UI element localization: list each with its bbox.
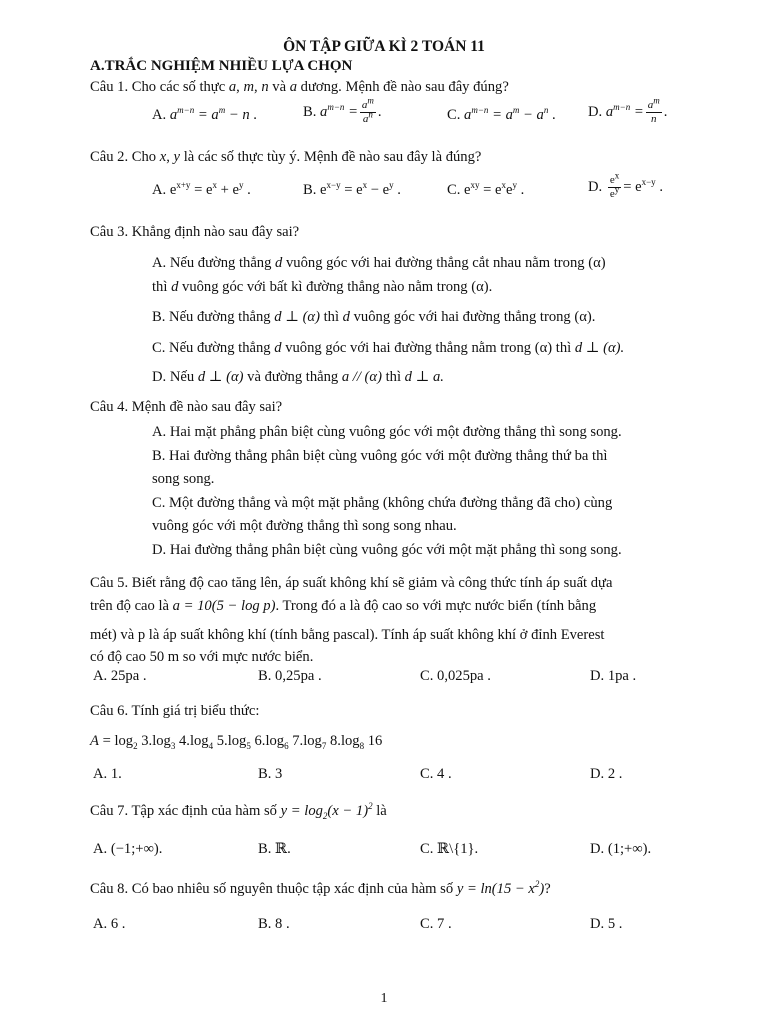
question-7-prompt: Câu 7. Tập xác định của hàm số $y = \log_2(x - 1)^2$ là [90, 801, 387, 821]
question-7-function: $y = \log_2(x - 1)^2$ [280, 801, 373, 821]
question-8-option-b: B. 8 . [258, 916, 290, 932]
question-4-option-b-cont: song song. [152, 471, 215, 487]
question-1-option-d: D. $a^{m-n}$ = $\frac{a^m}{n}$ . [588, 95, 668, 126]
question-7-option-b: B. ℝ. [258, 841, 291, 857]
question-2-prompt: Câu 2. Cho x, y là các số thực tùy ý. Mệnh đề nào sau đây là đúng? [90, 149, 482, 165]
question-1-option-a: A. $a^{m-n} = a^m - n$ . [152, 105, 257, 123]
question-5-line-3: mét) và p là áp suất không khí (tính bằng pascal). Tính áp suất không khí ở đỉnh Everest [90, 627, 605, 643]
question-2-option-c: C. $e^{xy} = e^xe^y$ . [447, 180, 525, 198]
question-3-option-b: B. Nếu đường thẳng d ⊥ (α) thì d vuông góc với hai đường thẳng trong (α). [152, 309, 596, 325]
question-5-option-c: C. 0,025pa . [420, 668, 491, 684]
question-3-option-c: C. Nếu đường thẳng d vuông góc với hai đường thẳng nằm trong (α) thì d ⊥ (α). [152, 340, 625, 356]
question-4-option-b: B. Hai đường thẳng phân biệt cùng vuông góc với một đường thẳng thứ ba thì [152, 448, 608, 464]
question-2-option-a: A. $e^{x+y} = e^x + e^y$ . [152, 180, 251, 198]
question-3-option-d: D. Nếu d ⊥ (α) và đường thẳng a // (α) thì d ⊥ a. [152, 369, 444, 385]
question-7-option-d: D. (1;+∞). [590, 841, 652, 857]
question-1-option-c: C. $a^{m-n} = a^m - a^n$ . [447, 105, 556, 123]
question-3-option-a-cont: thì d vuông góc với bất kì đường thẳng nào nằm trong (α). [152, 279, 493, 295]
question-5-option-b: B. 0,25pa . [258, 668, 322, 684]
pressure-formula: a = 10(5 − log p) [172, 598, 276, 614]
question-6-prompt: Câu 6. Tính giá trị biểu thức: [90, 703, 260, 719]
section-heading: A.TRẮC NGHIỆM NHIỀU LỰA CHỌN [90, 58, 353, 74]
question-8-option-d: D. 5 . [590, 916, 623, 932]
question-7-option-c: C. ℝ\{1}. [420, 841, 479, 857]
question-8-option-c: C. 7 . [420, 916, 452, 932]
page-number: 1 [380, 991, 388, 1006]
question-5-option-d: D. 1pa . [590, 668, 637, 684]
question-4-prompt: Câu 4. Mệnh đề nào sau đây sai? [90, 399, 283, 415]
question-8-prompt: Câu 8. Có bao nhiêu số nguyên thuộc tập xác định của hàm số $y = \ln(15 - x^2)$? [90, 879, 551, 897]
question-5-option-a: A. 25pa . [93, 668, 147, 684]
question-6-option-a: A. 1. [93, 766, 122, 782]
question-5-line-4: có độ cao 50 m so với mực nước biển. [90, 649, 314, 665]
question-2-option-b: B. $e^{x-y} = e^x - e^y$ . [303, 180, 401, 198]
question-7-option-a: A. (−1;+∞). [93, 841, 163, 857]
question-5-line-1: Câu 5. Biết rằng độ cao tăng lên, áp suất không khí sẽ giảm và công thức tính áp suất dựa [90, 575, 613, 591]
page-title: ÔN TẬP GIỮA KÌ 2 TOÁN 11 [283, 38, 485, 55]
question-3-option-a: A. Nếu đường thẳng d vuông góc với hai đường thẳng cắt nhau nằm trong (α) [152, 255, 606, 271]
question-1-option-b: B. $a^{m-n}$ = $\frac{a^m}{a^n}$ . [303, 95, 382, 126]
question-2-option-d: D. $\frac{e^x}{e^y}$ = $e^{x-y}$ . [588, 170, 663, 201]
question-5-line-2: trên độ cao là a = 10(5 − log p). Trong đó a là độ cao so với mực nước biển (tính bằng [90, 598, 597, 614]
question-8-function: $y = \ln(15 - x^2)$ [456, 879, 545, 897]
question-8-option-a: A. 6 . [93, 916, 126, 932]
question-3-prompt: Câu 3. Khẳng định nào sau đây sai? [90, 224, 300, 240]
question-4-option-d: D. Hai đường thẳng phân biệt cùng vuông góc với một mặt phẳng thì song song. [152, 542, 622, 558]
question-4-option-a: A. Hai mặt phẳng phân biệt cùng vuông góc với một đường thẳng thì song song. [152, 424, 622, 440]
question-1-prompt: Câu 1. Cho các số thực a, m, n và a dương. Mệnh đề nào sau đây đúng? [90, 79, 509, 95]
question-6-option-b: B. 3 [258, 766, 283, 782]
question-6-option-d: D. 2 . [590, 766, 623, 782]
question-4-option-c-cont: vuông góc với một đường thẳng thì song song nhau. [152, 518, 457, 534]
question-4-option-c: C. Một đường thẳng và một mặt phẳng (không chứa đường thẳng đã cho) cùng [152, 495, 613, 511]
question-6-option-c: C. 4 . [420, 766, 452, 782]
question-6-expression: $A = \log_2 3.\log_3$ $4.\log_4$ $5.\log_5$ $6.\log_6$ $7.\log_7$ $8.\log_8$ 16 [90, 733, 383, 751]
